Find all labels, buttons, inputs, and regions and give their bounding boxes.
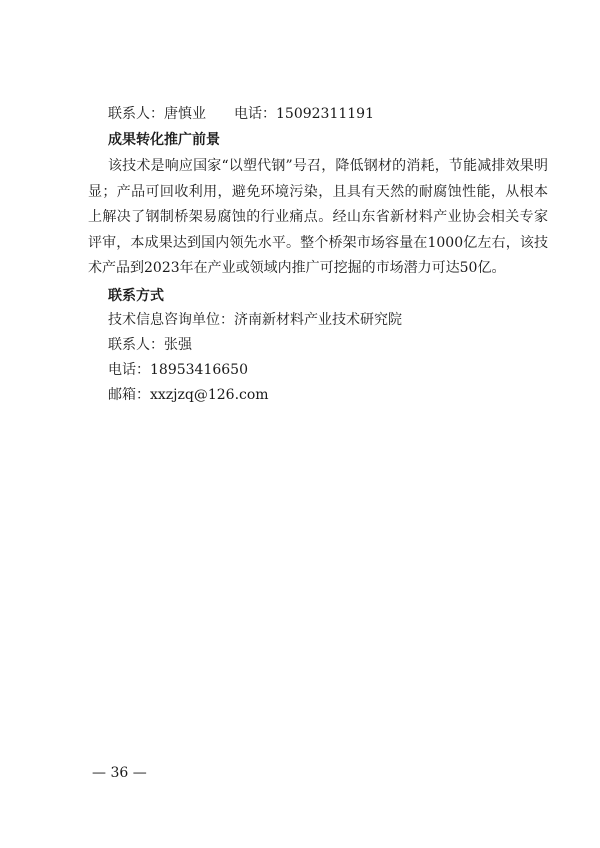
contact-unit: 技术信息咨询单位：济南新材料产业技术研究院	[108, 312, 402, 328]
top-contact-line	[108, 104, 374, 124]
top-contact-person: 联系人：唐慎业	[108, 106, 206, 122]
contact-email: 邮箱：xxzjzq@126.com	[108, 387, 269, 403]
prospect-paragraph: 该技术是响应国家“以塑代钢”号召，降低钢材的消耗，节能减排效果明显；产品可回收利用，避免环境污染，且具有天然的耐腐蚀性能，从根本上解决了钢制桥架易腐蚀的行业痛点。经山东省新材料产业协会相关专家评审，本成果达到国内领先水平。整个桥架市场容量在1000亿左右，该技术产品到2023年在产业或领域内推广可挖掘的市场潜力可达50亿。	[88, 158, 548, 277]
prospect-heading: 成果转化推广前景	[108, 132, 220, 148]
contact-heading: 联系方式	[108, 288, 164, 304]
contact-person: 联系人：张强	[108, 337, 192, 353]
contact-phone: 电话：18953416650	[108, 362, 248, 378]
top-contact-phone: 电话：15092311191	[234, 106, 374, 122]
page-number: — 36 —	[92, 765, 147, 781]
